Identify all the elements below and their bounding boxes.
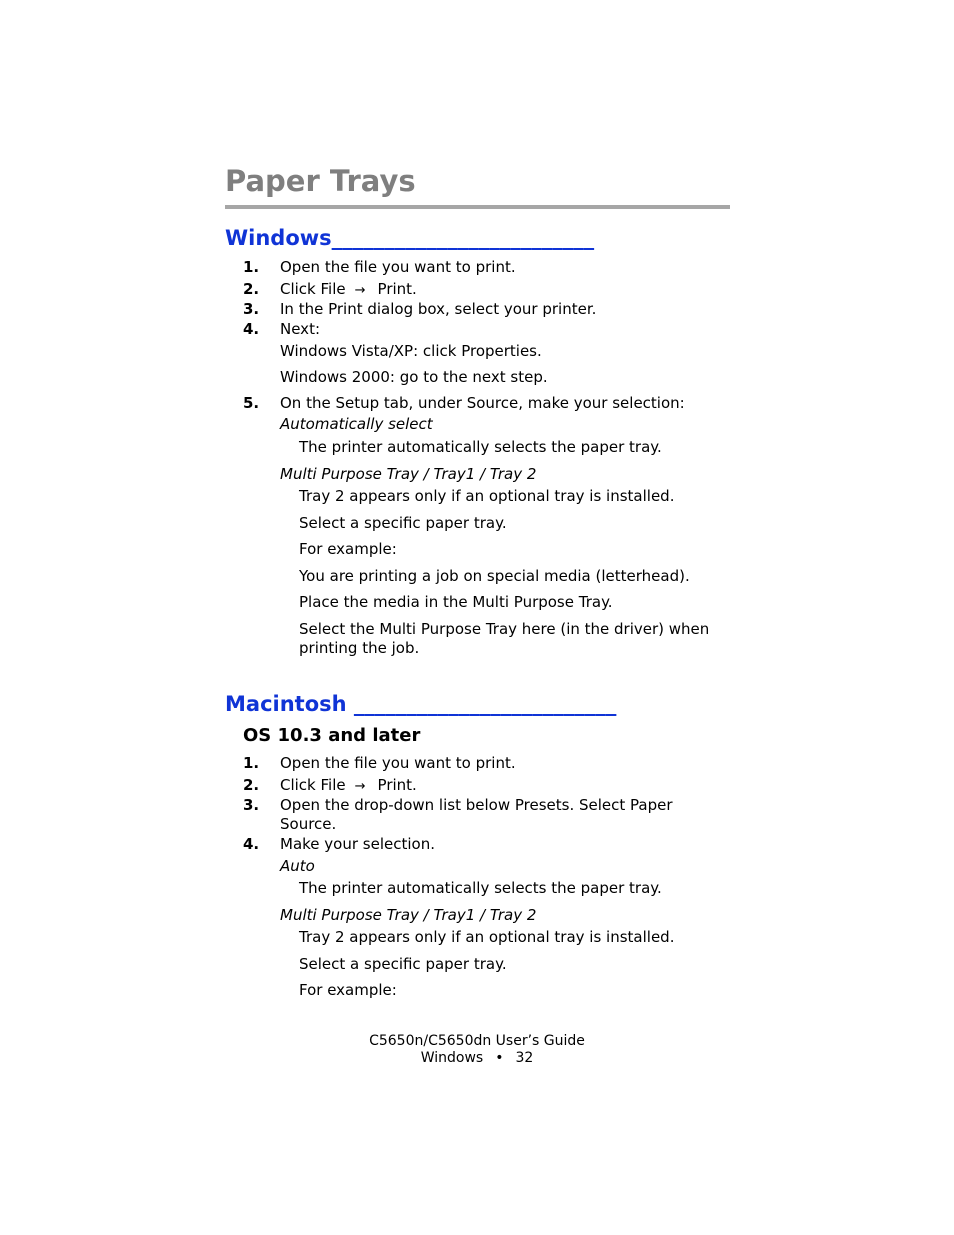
footer-page-number: 32: [515, 1050, 534, 1066]
mac-step-3-number: 3.: [243, 796, 260, 814]
arrow-icon: →: [354, 779, 366, 794]
mac-step-2-pre: Click File: [280, 776, 346, 794]
mac-option-auto-label: Auto: [280, 857, 315, 875]
mac-option-trays-desc-1: Tray 2 appears only if an optional tray is installed.: [299, 928, 675, 946]
title-divider: [225, 205, 730, 209]
mac-step-2-post: Print.: [377, 776, 417, 794]
mac-step-4-number: 4.: [243, 835, 260, 853]
win-option-trays-desc-3: For example:: [299, 540, 397, 558]
win-option-trays-desc-2: Select a specific paper tray.: [299, 514, 507, 532]
win-option-trays-label: Multi Purpose Tray / Tray1 / Tray 2: [280, 465, 537, 483]
win-option-trays-desc-4: You are printing a job on special media (letterhead).: [299, 567, 690, 585]
macintosh-heading: Macintosh _________________________: [225, 692, 617, 716]
windows-step-5-text: On the Setup tab, under Source, make your selection:: [280, 394, 685, 412]
footer-page-info: [0, 1050, 954, 1066]
windows-step-1-text: Open the file you want to print.: [280, 258, 516, 276]
mac-step-4-text: Make your selection.: [280, 835, 435, 853]
windows-step-4-number: 4.: [243, 320, 260, 338]
mac-option-trays-desc-3: For example:: [299, 981, 397, 999]
step-4-vista-xp: Windows Vista/XP: click Properties.: [280, 342, 542, 360]
mac-step-1-number: 1.: [243, 754, 260, 772]
windows-step-2-text: [280, 280, 417, 298]
win-option-trays-desc-1: Tray 2 appears only if an optional tray is installed.: [299, 487, 675, 505]
mac-step-3-text: Open the drop-down list below Presets. Select Paper Source.: [280, 796, 673, 833]
windows-step-3-number: 3.: [243, 300, 260, 318]
windows-step-2-post: Print.: [377, 280, 417, 298]
win-option-auto-desc: The printer automatically selects the paper tray.: [299, 438, 662, 456]
windows-step-4-text: Next:: [280, 320, 320, 338]
mac-step-2-number: 2.: [243, 776, 260, 794]
mac-step-2-text: [280, 776, 417, 794]
windows-step-5-number: 5.: [243, 394, 260, 412]
windows-step-2-pre: Click File: [280, 280, 346, 298]
mac-option-trays-label: Multi Purpose Tray / Tray1 / Tray 2: [280, 906, 537, 924]
arrow-icon: →: [354, 283, 366, 298]
windows-step-3-text: In the Print dialog box, select your printer.: [280, 300, 597, 318]
win-option-auto-label: Automatically select: [280, 415, 433, 433]
os-version-heading: OS 10.3 and later: [243, 725, 421, 746]
windows-step-1-number: 1.: [243, 258, 260, 276]
windows-step-2-number: 2.: [243, 280, 260, 298]
page-title: Paper Trays: [225, 164, 416, 198]
win-option-trays-desc-5: Place the media in the Multi Purpose Tray.: [299, 593, 613, 611]
mac-option-trays-desc-2: Select a specific paper tray.: [299, 955, 507, 973]
step-4-windows-2000: Windows 2000: go to the next step.: [280, 368, 548, 386]
bullet-icon: •: [495, 1050, 504, 1066]
mac-option-auto-desc: The printer automatically selects the paper tray.: [299, 879, 662, 897]
mac-step-1-text: Open the file you want to print.: [280, 754, 516, 772]
win-option-trays-desc-6: Select the Multi Purpose Tray here (in the driver) when printing the job.: [299, 620, 710, 657]
windows-heading: Windows_________________________: [225, 226, 595, 250]
footer-section: Windows: [420, 1050, 484, 1066]
footer-guide-title: C5650n/C5650dn User’s Guide: [369, 1033, 585, 1049]
